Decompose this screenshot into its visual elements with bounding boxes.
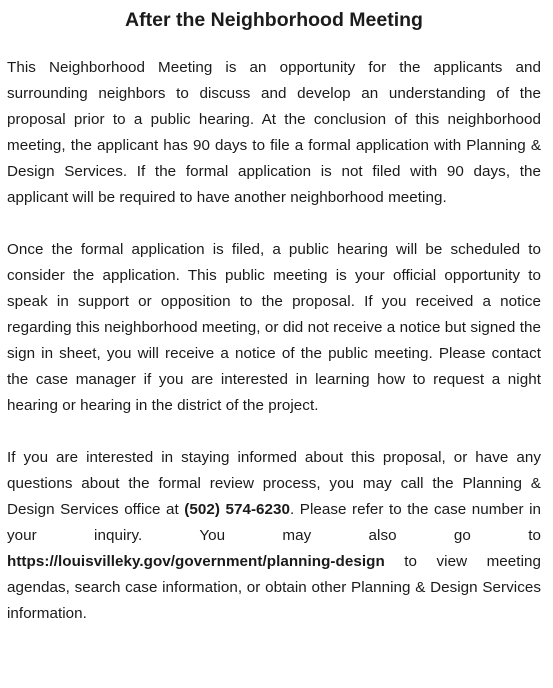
paragraph-contact-info: [7, 445, 541, 627]
contact-text-end: to view meeting agendas, search case information, or obtain other Planning & Design Services information.: [7, 553, 541, 622]
page-title: After the Neighborhood Meeting: [125, 9, 423, 31]
paragraph-public-hearing: Once the formal application is filed, a public hearing will be scheduled to consider the application. This public meeting is your official opportunity to speak in support or opposition to the proposal. If you received a notice regarding this neighborhood meeting, or did not receive a notice but signed the sign in sheet, you will receive a notice of the public meeting. Please contact the case manager if you are interested in learning how to request a night hearing or hearing in the district of the project.: [7, 241, 541, 414]
paragraph-neighborhood-meeting: This Neighborhood Meeting is an opportunity for the applicants and surrounding neighbors to discuss and develop an understanding of the proposal prior to a public hearing. At the conclusion of this neighborhood meeting, the applicant has 90 days to file a formal application with Planning & Design Services. If the formal application is not filed with 90 days, the applicant will be required to have another neighborhood meeting.: [7, 59, 541, 206]
contact-text-middle: . Please refer to the case number in your inquiry. You may also go to: [7, 501, 541, 544]
phone-number: (502) 574-6230: [184, 501, 291, 518]
planning-design-url: https://louisvilleky.gov/government/planning-design: [7, 553, 385, 570]
contact-text-intro: If you are interested in staying informed about this proposal, or have any questions about the formal review process, you may call the Planning & Design Services office at: [7, 449, 541, 518]
